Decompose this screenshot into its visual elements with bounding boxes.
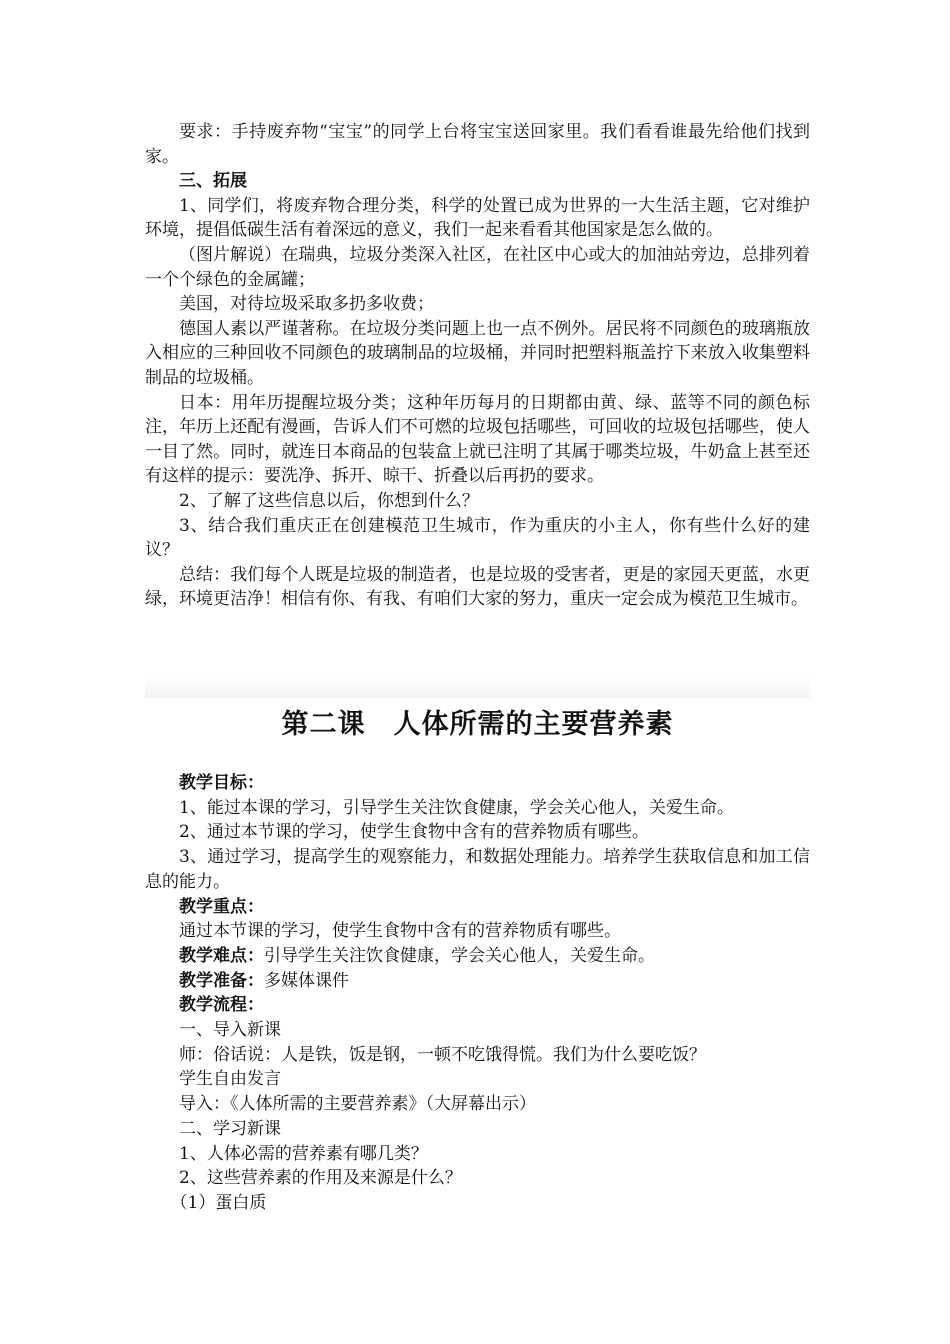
- flow-item: 学生自由发言: [179, 1069, 281, 1090]
- title-divider: [145, 676, 810, 698]
- section1-body: [145, 120, 810, 612]
- paragraph-germany: 德国人素以严谨著称。在垃圾分类问题上也一点不例外。居民将不同颜色的玻璃瓶放入相应的三种回收不同颜色的玻璃制品的垃圾桶，并同时把塑料瓶盖拧下来放入收集塑料制品的垃圾桶。: [145, 318, 810, 388]
- prep-text: 多媒体课件: [264, 970, 349, 991]
- paragraph-sweden: （图片解说）在瑞典，垃圾分类深入社区，在社区中心或大的加油站旁边，总排列着一个个绿色的金属罐；: [145, 244, 810, 290]
- difficulty-text: 引导学生关注饮食健康，学会关心他人，关爱生命。: [264, 945, 655, 966]
- paragraph-usa: 美国，对待垃圾采取多扔多收费；: [179, 294, 434, 315]
- flow-item: 二、学习新课: [179, 1118, 281, 1139]
- focus-text: 通过本节课的学习，使学生食物中含有的营养物质有哪些。: [179, 921, 621, 942]
- prep-label: 教学准备：: [179, 970, 264, 991]
- paragraph-question-2: 2、了解了这些信息以后，你想到什么？: [179, 490, 479, 511]
- flow-label: 教学流程：: [179, 995, 264, 1016]
- difficulty-label: 教学难点：: [179, 945, 264, 966]
- goal-item: 2、通过本节课的学习，使学生食物中含有的营养物质有哪些。: [179, 822, 649, 843]
- paragraph-question-3: 3、结合我们重庆正在创建模范卫生城市，作为重庆的小主人，你有些什么好的建议？: [145, 515, 810, 561]
- flow-item: 1、人体必需的营养素有哪几类？: [179, 1143, 428, 1164]
- goal-item: 3、通过学习，提高学生的观察能力，和数据处理能力。培养学生获取信息和加工信息的能力。: [145, 847, 810, 892]
- paragraph-japan: 日本：用年历提醒垃圾分类；这种年历每月的日期都由黄、绿、蓝等不同的颜色标注，年历上还配有漫画，告诉人们不可燃的垃圾包括哪些，可回收的垃圾包括哪些，使人一目了然。同时，就连日本商品的包装盒上就已注明了其属于哪类垃圾，牛奶盒上甚至还有这样的提示：要洗净、拆开、晾干、折叠以后再扔的要求。: [145, 392, 810, 487]
- prep-line: [145, 969, 810, 994]
- paragraph-requirement: 要求：手持废弃物“宝宝”的同学上台将宝宝送回家里。我们看看谁最先给他们找到家。: [145, 122, 810, 167]
- lesson-title: 第二课 人体所需的主要营养素: [281, 709, 674, 740]
- focus-label: 教学重点：: [179, 896, 264, 917]
- flow-item: 师：俗话说：人是铁，饭是钢，一顿不吃饿得慌。我们为什么要吃饭？: [179, 1044, 706, 1065]
- heading-extension: 三、拓展: [179, 171, 247, 192]
- lesson2-body: [145, 771, 810, 1216]
- flow-item: 导入：《人体所需的主要营养素》（大屏幕出示）: [179, 1094, 536, 1115]
- difficulty-line: [145, 944, 810, 969]
- flow-item: 2、这些营养素的作用及来源是什么？: [179, 1168, 462, 1189]
- goal-item: 1、能过本课的学习，引导学生关注饮食健康，学会关心他人，关爱生命。: [179, 797, 734, 818]
- paragraph-summary: 总结：我们每个人既是垃圾的制造者，也是垃圾的受害者，更是的家园天更蓝，水更绿，环境更洁净！相信有你、有我、有咱们大家的努力，重庆一定会成为模范卫生城市。: [145, 564, 810, 610]
- paragraph-intro: 1、同学们，将废弃物合理分类，科学的处置已成为世界的一大生活主题，它对维护环境，提倡低碳生活有着深远的意义，我们一起来看看其他国家是怎么做的。: [145, 195, 810, 241]
- flow-item: （1）蛋白质: [170, 1192, 267, 1213]
- flow-item: 一、导入新课: [179, 1020, 281, 1041]
- goals-label: 教学目标：: [179, 773, 264, 793]
